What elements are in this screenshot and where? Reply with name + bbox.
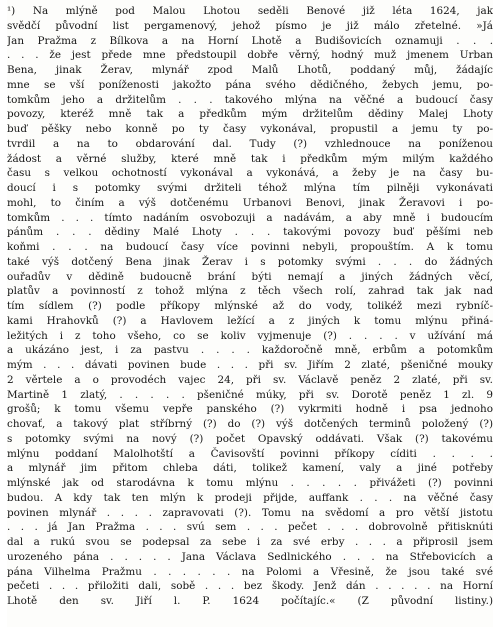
text-line-02: svědčí původní list pergamenový, jehož písmo je již málo zřetelné. »Já — [7, 19, 493, 32]
text-line-34: budou. A kdy tak ten mlýn k prodeji přijde, auffank . . . na věčné časy — [7, 491, 493, 504]
text-line-36: . . . já Jan Pražma . . . svú sem . . . pečet . . . dobrovolně přitisknúti — [7, 521, 493, 534]
text-line-41: Lhotě den sv. Jiří l. P. 1624 počítajíc.« (Z původní listiny.) — [7, 595, 493, 607]
text-line-33: mlýnské jak od starodávna k tomu mlýnu . . . . . přivážeti (?) povinni — [7, 477, 493, 489]
text-line-04: . . . že jest přede mne předstoupil dobře věrný, hodný muž jmenem Urban — [7, 49, 493, 62]
text-line-31: mlýnu poddaní Malolhotští a Čavisovští povinni příkopy cíditi . . . . — [7, 447, 493, 460]
text-line-37: dal a rukú svou se podepsal za sebe i za své erby . . . a připrosil jsem — [7, 536, 493, 548]
text-line-24: a ukázáno jest, i za pastvu . . . . každoročně mně, erbům a potomkům — [7, 344, 493, 357]
text-line-07: tomkům jeho a držitelům . . . takového mlýna na věčné a budoucí časy — [7, 93, 493, 106]
text-line-20: platův a povinností z tohož mlýna z těch všech rolí, zahrad tak jak nad — [7, 285, 493, 298]
text-line-14: mohl, to činím a výš dotčenému Urbanovi Benovi, jinak Žeravovi i po- — [7, 196, 493, 209]
text-line-16: pánům . . . dědiny Malé Lhoty . . . takovými povozy buď pěšími neb — [7, 226, 493, 239]
text-line-18: také výš dotčený Bena jinak Žerav i s potomky svými . . . do žádných — [7, 255, 493, 268]
text-line-40: pečeti . . . přiložiti dali, sobě . . . bez škody. Jenž dán . . . . . na Horní — [7, 580, 493, 593]
text-line-23: ležitých i z toho všeho, co se koliv vyjmenuje (?) . . . . v užívání má — [7, 329, 493, 342]
text-line-26: 2 věrtele a o provodéch vajec 24, při sv. Václavě peněz 2 zlaté, při sv. — [7, 373, 493, 386]
text-line-19: ouřadův v dědině budoucně brání býti nemají a jiných žádných věcí, — [7, 270, 493, 283]
text-line-15: tomkům . . . tímto nadáním osvobozuji a nadávám, a aby mně i budoucím — [7, 211, 493, 224]
text-line-32: a mlynář jim přitom chleba dáti, tolikež kamení, valy a jiné potřeby — [7, 462, 493, 475]
text-line-09: buď pěšky nebo konně po ty časy vykonával, propustil a jemu ty po- — [7, 123, 493, 135]
text-line-12: času s velkou ochotností vykonával a vykonává, a žeby je na časy bu- — [7, 167, 493, 180]
text-line-39: pána Vilhelma Pražmu . . . . . . na Polomi a Vřesině, že jsou také své — [7, 565, 493, 578]
text-line-05: Bena, jinak Žerav, mlynář zpod Malů Lhotů, poddaný můj, žádajíc — [7, 64, 493, 76]
text-line-30: s potomky svými na nový (?) počet Opavský oddávati. Však (?) takovému — [7, 432, 493, 445]
text-line-25: mým . . . dávati povinen bude . . . při sv. Jiřím 2 zlaté, pšeničné mouky — [7, 359, 493, 371]
document-page — [7, 0, 493, 627]
text-line-10: tvrdil a na to obdarování dal. Tudy (?) vzhlednouce na poníženou — [7, 137, 493, 150]
text-line-08: povozy, kteréž mně tak a předkům mým držitelům dědiny Malej Lhoty — [7, 108, 493, 121]
text-line-17: koňmi . . . na budoucí časy více povinni nebyli, propouštím. A k tomu — [7, 241, 493, 253]
text-line-22: kami Hrahovků (?) a Havlovem ležící a z jiných k tomu mlýnu přiná- — [7, 314, 493, 327]
text-line-27: Martině 1 zlatý, . . . . . pšeničné múky, při sv. Dorotě peněz 1 zl. 9 — [7, 388, 493, 401]
text-line-11: žádost a věrné služby, které mně tak i předkům mým milým každého — [7, 152, 493, 165]
text-line-35: povinen mlynář . . . . zapravovati (?). Tomu na svědomí a pro větší jistotu — [7, 506, 493, 519]
text-line-29: chovať, a takový plat stříbrný (?) do (?) výš dotčených terminů položený (?) — [7, 418, 493, 430]
text-line-01: ¹) Na mlýně pod Malou Lhotou seděli Benové již léta 1624, jak — [7, 5, 493, 17]
text-line-03: Jan Pražma z Bílkova a na Horní Lhotě a Budišovicích oznamuji . . . — [7, 34, 493, 47]
text-line-28: grošů; k tomu všemu vepře panského (?) vykrmiti hodně i psa jednoho — [7, 403, 493, 416]
text-line-13: doucí i s potomky svými držiteli téhož mlýna tím pilněji vykonávati — [7, 182, 493, 194]
text-line-21: tím sídlem (?) podle příkopy mlýnské až do vody, tolikéž mezi rybníč- — [7, 300, 493, 312]
text-line-38: urozeného pána . . . . . Jana Václava Sedlnického . . . na Střebovicích a — [7, 550, 493, 563]
text-line-06: mne se vší poníženosti jakožto pána svého dědičného, žebych jemu, po- — [7, 78, 493, 91]
